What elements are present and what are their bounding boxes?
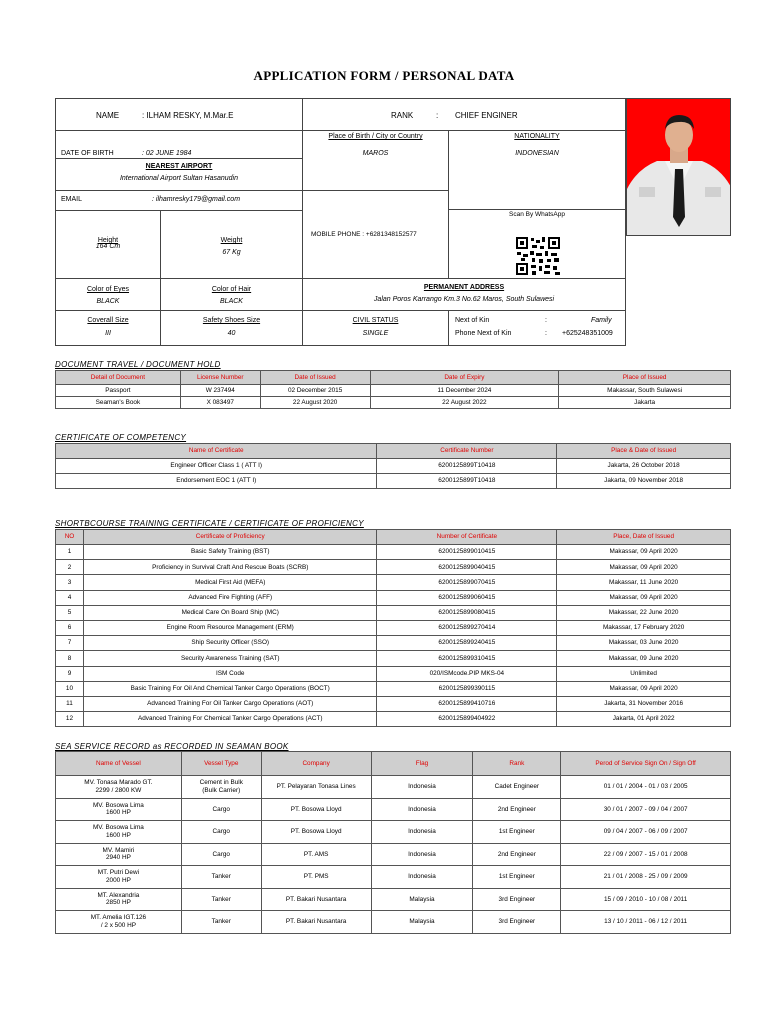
sea-service-cell xyxy=(473,866,561,889)
sea-service-cell xyxy=(473,798,561,821)
sea-service-cell xyxy=(561,866,731,889)
document-cell: Makassar, South Sulawesi xyxy=(559,385,731,397)
sea-service-cell-line: 22 / 09 / 2007 - 15 / 01 / 2008 xyxy=(603,850,688,858)
training-cell: 11 xyxy=(56,696,84,711)
sea-service-cell-line: MV. Tonasa Marado GT. xyxy=(84,779,153,787)
table-row xyxy=(56,636,731,651)
training-cell: ISM Code xyxy=(83,666,377,681)
sea-service-cell xyxy=(261,843,371,866)
hair-label: Color of Hair xyxy=(211,286,252,293)
sea-service-cell xyxy=(181,866,261,889)
table-row xyxy=(56,575,731,590)
shoes-value: 40 xyxy=(227,330,236,337)
sea-service-cell xyxy=(181,798,261,821)
training-cell: Security Awareness Training (SAT) xyxy=(83,651,377,666)
sea-service-cell-line: Indonesia xyxy=(408,828,436,835)
shoes-label: Safety Shoes Size xyxy=(202,317,261,324)
sea-service-cell xyxy=(261,821,371,844)
training-cell: Basic Safety Training (BST) xyxy=(83,545,377,560)
training-cell: 12 xyxy=(56,712,84,727)
sea-service-cell-line: 1st Engineer xyxy=(498,828,535,835)
sea-service-cell xyxy=(561,798,731,821)
training-cell: 6200125899040415 xyxy=(377,560,557,575)
sea-service-cell-line: PT. Pelayaran Tonasa Lines xyxy=(276,783,356,790)
sea-service-cell-line: Tanker xyxy=(211,918,231,925)
training-cell: 6200125899240415 xyxy=(377,636,557,651)
sea-service-cell-line: 2940 HP xyxy=(105,854,131,862)
sea-service-header-1: Vessel Type xyxy=(181,752,261,776)
document-cell: X 083497 xyxy=(180,397,260,409)
email-cell xyxy=(55,190,303,211)
table-row xyxy=(56,696,731,711)
sea-service-cell xyxy=(56,798,182,821)
sea-service-cell-line: 15 / 09 / 2010 - 10 / 08 / 2011 xyxy=(603,895,688,903)
training-cell: 10 xyxy=(56,681,84,696)
weight-label: Weight xyxy=(220,237,243,244)
sea-service-cell-line: Tanker xyxy=(211,895,231,903)
name-value: : ILHAM RESKY, M.Mar.E xyxy=(142,111,234,120)
sea-service-cell xyxy=(561,821,731,844)
sea-service-cell-line: Malaysia xyxy=(409,895,435,903)
sea-service-cell xyxy=(261,888,371,911)
training-cell: 2 xyxy=(56,560,84,575)
table-row xyxy=(56,798,731,821)
document-cell: 02 December 2015 xyxy=(260,385,370,397)
sea-service-cell-line: MV. Mamiri xyxy=(102,846,135,854)
hair-cell xyxy=(160,278,303,311)
training-cell: 6200125899010415 xyxy=(377,545,557,560)
training-cell: Makassar, 09 April 2020 xyxy=(557,681,731,696)
sea-service-cell-line: Cadet Engineer xyxy=(494,783,540,790)
sea-service-cell-line: 2nd Engineer xyxy=(497,805,536,813)
sea-service-cell xyxy=(561,911,731,934)
training-cell: Medical Care On Board Ship (MC) xyxy=(83,605,377,620)
training-cell: 5 xyxy=(56,605,84,620)
address-cell xyxy=(302,278,626,311)
sea-service-cell xyxy=(56,866,182,889)
document-cell: 22 August 2022 xyxy=(370,397,559,409)
height-label: Height xyxy=(97,237,119,244)
coverall-cell xyxy=(55,310,161,346)
sea-service-header-4: Rank xyxy=(473,752,561,776)
sea-service-cell-line: / 2 x 500 HP xyxy=(100,921,136,929)
shoes-cell xyxy=(160,310,303,346)
sea-service-cell-line: 13 / 10 / 2011 - 06 / 12 / 2011 xyxy=(604,918,688,925)
sea-service-cell-line: 30 / 01 / 2007 - 09 / 04 / 2007 xyxy=(603,805,688,813)
table-row xyxy=(56,821,731,844)
sea-service-cell-line: 1st Engineer xyxy=(498,873,535,880)
dob-value: : 02 JUNE 1984 xyxy=(142,150,192,157)
height-cell xyxy=(55,210,161,279)
training-cell: 6200125899060415 xyxy=(377,590,557,605)
training-cell: Proficiency in Survival Craft And Rescue Boats (SCRB) xyxy=(83,560,377,575)
sea-service-cell-line: Cargo xyxy=(212,850,230,858)
training-cell: Makassar, 22 June 2020 xyxy=(557,605,731,620)
sea-service-cell xyxy=(261,776,371,799)
table-row xyxy=(56,459,731,474)
training-header-3: Place, Date of Issued xyxy=(557,530,731,545)
sea-service-header-5: Perod of Service Sign On / Sign Off xyxy=(561,752,731,776)
pob-value: MAROS xyxy=(362,150,389,157)
nationality-label: NATIONALITY xyxy=(514,133,560,140)
competency-cell: 6200125899T10418 xyxy=(377,459,557,474)
document-header-1: License Number xyxy=(180,371,260,385)
sea-service-cell xyxy=(473,843,561,866)
training-table xyxy=(55,529,731,727)
sea-service-cell-line: 3rd Engineer xyxy=(498,895,536,903)
airport-value: International Airport Sultan Hasanudin xyxy=(119,175,239,182)
sea-service-cell-line: Malaysia xyxy=(409,918,435,925)
address-label: PERMANENT ADDRESS xyxy=(423,284,505,291)
document-cell: 11 December 2024 xyxy=(370,385,559,397)
sea-service-cell xyxy=(561,843,731,866)
competency-cell: Endorsement EOC 1 (ATT I) xyxy=(56,474,377,489)
training-cell: 6200125899070415 xyxy=(377,575,557,590)
sea-service-cell xyxy=(181,911,261,934)
rank-colon: : xyxy=(436,111,439,120)
civil-value: SINGLE xyxy=(362,330,389,337)
sea-service-cell-line: 3rd Engineer xyxy=(498,918,536,925)
sea-service-cell-line: 1600 HP xyxy=(105,831,131,839)
training-cell: 6200125899390115 xyxy=(377,681,557,696)
sea-service-cell xyxy=(181,776,261,799)
sea-service-cell xyxy=(181,843,261,866)
name-label: NAME xyxy=(96,111,120,120)
training-cell: Ship Security Officer (SSO) xyxy=(83,636,377,651)
training-header-1: Certificate of Proficiency xyxy=(83,530,377,545)
competency-cell: Engineer Officer Class 1 ( ATT I) xyxy=(56,459,377,474)
sea-service-header-0: Name of Vessel xyxy=(56,752,182,776)
rank-cell xyxy=(302,98,626,131)
profile-photo xyxy=(626,98,731,236)
sea-service-cell-line: 2850 HP xyxy=(105,899,131,907)
sea-service-cell-line: MT. Amelia IGT.126 xyxy=(90,914,147,922)
sea-service-cell xyxy=(371,821,473,844)
training-cell: Medical First Aid (MEFA) xyxy=(83,575,377,590)
training-cell: 6 xyxy=(56,620,84,635)
whatsapp-scan-cell xyxy=(448,209,626,279)
training-cell: Makassar, 09 April 2020 xyxy=(557,545,731,560)
page-title: APPLICATION FORM / PERSONAL DATA xyxy=(253,68,515,83)
sea-service-cell-line: Cargo xyxy=(212,828,230,835)
training-cell: 3 xyxy=(56,575,84,590)
table-row xyxy=(56,620,731,635)
sea-service-cell-line: MV. Bosowa Lima xyxy=(92,801,144,809)
sea-service-header-2: Company xyxy=(261,752,371,776)
sea-service-cell xyxy=(561,776,731,799)
table-row xyxy=(56,776,731,799)
competency-header-1: Certificate Number xyxy=(377,444,557,459)
table-row xyxy=(56,866,731,889)
sea-service-cell-line: 09 / 04 / 2007 - 06 / 09 / 2007 xyxy=(603,828,688,835)
sea-service-cell xyxy=(561,888,731,911)
training-cell: 4 xyxy=(56,590,84,605)
sea-service-cell xyxy=(473,911,561,934)
weight-value: 67 Kg xyxy=(222,249,241,256)
kin-phone-value: +625248351009 xyxy=(562,330,613,337)
dob-airport-cell xyxy=(55,130,303,191)
document-cell: Passport xyxy=(56,385,181,397)
sea-service-cell-line: Indonesia xyxy=(408,805,436,813)
table-row xyxy=(56,545,731,560)
civil-status-cell xyxy=(302,310,449,346)
scan-label: Scan By WhatsApp xyxy=(509,211,565,218)
mobile-cell xyxy=(302,190,449,279)
sea-service-cell-line: Cement in Bulk xyxy=(199,779,243,787)
training-cell: 6200125899404922 xyxy=(377,712,557,727)
competency-cell: Jakarta, 26 October 2018 xyxy=(557,459,731,474)
training-cell: Basic Training For Oil And Chemical Tanker Cargo Operations (BOCT) xyxy=(83,681,377,696)
eyes-cell xyxy=(55,278,161,311)
table-row xyxy=(56,681,731,696)
hair-value: BLACK xyxy=(220,298,243,305)
weight-cell xyxy=(160,210,303,279)
sea-service-cell xyxy=(181,888,261,911)
document-header-3: Date of Expiry xyxy=(370,371,559,385)
kin-phone-label: Phone Next of Kin xyxy=(455,330,512,337)
table-row xyxy=(56,560,731,575)
competency-cell: Jakarta, 09 November 2018 xyxy=(557,474,731,489)
whatsapp-qr-code-icon[interactable] xyxy=(515,236,561,276)
training-cell: Makassar, 03 June 2020 xyxy=(557,636,731,651)
table-row xyxy=(56,474,731,489)
sea-service-cell-line: MV. Bosowa Lima xyxy=(92,824,144,832)
table-row xyxy=(56,843,731,866)
document-header-0: Detail of Document xyxy=(56,371,181,385)
sea-service-cell xyxy=(261,798,371,821)
coverall-value: III xyxy=(105,330,111,337)
sea-service-cell-line: PT. Bosowa Lloyd xyxy=(290,828,342,835)
document-cell: Jakarta xyxy=(559,397,731,409)
training-cell: 6200125899270414 xyxy=(377,620,557,635)
sea-service-cell xyxy=(473,776,561,799)
training-header-2: Number of Certificate xyxy=(377,530,557,545)
address-value: Jalan Poros Karrango Km.3 No.62 Maros, South Sulawesi xyxy=(373,296,555,303)
document-header-4: Place of Issued xyxy=(559,371,731,385)
competency-header-2: Place & Date of Issued xyxy=(557,444,731,459)
training-cell: Jakarta, 01 April 2022 xyxy=(557,712,731,727)
dob-label: DATE OF BIRTH xyxy=(61,150,114,157)
competency-title: CERTIFICATE OF COMPETENCY xyxy=(55,433,187,442)
sea-service-cell xyxy=(56,776,182,799)
table-row xyxy=(56,888,731,911)
sea-service-cell xyxy=(56,843,182,866)
sea-service-cell-line: PT. Bakari Nusantara xyxy=(285,895,347,903)
sea-service-cell xyxy=(371,776,473,799)
pob-cell xyxy=(302,130,449,191)
nationality-cell xyxy=(448,130,626,210)
airport-label: NEAREST AIRPORT xyxy=(145,163,213,170)
document-cell: Seaman's Book xyxy=(56,397,181,409)
training-cell: 1 xyxy=(56,545,84,560)
sea-service-cell xyxy=(56,911,182,934)
competency-header-0: Name of Certificate xyxy=(56,444,377,459)
sea-service-title: SEA SERVICE RECORD as RECORDED IN SEAMAN BOOK xyxy=(55,742,289,751)
sea-service-cell-line: (Bulk Carrier) xyxy=(202,786,241,794)
kin-value: Family xyxy=(591,317,612,324)
rank-value: CHIEF ENGINER xyxy=(455,111,518,120)
sea-service-cell-line: PT. PMS xyxy=(303,873,329,880)
sea-service-cell-line: PT. AMS xyxy=(303,850,329,858)
training-cell: Advanced Training For Chemical Tanker Cargo Operations (ACT) xyxy=(83,712,377,727)
table-row xyxy=(56,397,731,409)
competency-table xyxy=(55,443,731,489)
training-cell: Makassar, 09 June 2020 xyxy=(557,651,731,666)
sea-service-cell xyxy=(181,821,261,844)
sea-service-cell-line: 1600 HP xyxy=(105,809,131,817)
kin-phone-colon: : xyxy=(545,330,547,337)
email-label: EMAIL xyxy=(61,196,83,203)
training-cell: Makassar, 17 February 2020 xyxy=(557,620,731,635)
sea-service-cell-line: 2nd Engineer xyxy=(497,850,536,858)
training-header-0: NO xyxy=(56,530,84,545)
training-cell: 6200125899310415 xyxy=(377,651,557,666)
training-cell: Advanced Training For Oil Tanker Cargo Operations (AOT) xyxy=(83,696,377,711)
sea-service-cell-line: PT. Bakari Nusantara xyxy=(285,918,347,925)
competency-cell: 6200125899T10418 xyxy=(377,474,557,489)
table-row xyxy=(56,911,731,934)
training-cell: 020/ISMcode.PIP MKS-04 xyxy=(377,666,557,681)
table-row xyxy=(56,605,731,620)
document-cell: 22 August 2020 xyxy=(260,397,370,409)
training-cell: Jakarta, 31 November 2016 xyxy=(557,696,731,711)
documents-table xyxy=(55,370,731,409)
coverall-label: Coverall Size xyxy=(87,317,129,324)
documents-title: DOCUMENT TRAVEL / DOCUMENT HOLD xyxy=(55,360,221,369)
email-value: : ilhamresky179@gmail.com xyxy=(152,196,241,203)
sea-service-cell-line: MT. Alexandria xyxy=(97,891,140,899)
sea-service-cell-line: Indonesia xyxy=(408,783,436,790)
profile-photo-icon xyxy=(627,99,731,236)
sea-service-cell-line: Tanker xyxy=(211,873,231,880)
sea-service-cell xyxy=(371,888,473,911)
next-of-kin-cell xyxy=(448,310,626,346)
sea-service-cell xyxy=(56,821,182,844)
sea-service-cell-line: 21 / 01 / 2008 - 25 / 09 / 2009 xyxy=(603,873,688,880)
sea-service-cell-line: Indonesia xyxy=(408,850,436,858)
sea-service-cell xyxy=(371,866,473,889)
personal-data-block xyxy=(55,98,625,346)
training-cell: Makassar, 09 April 2020 xyxy=(557,560,731,575)
height-value: 164 Cm xyxy=(95,243,121,250)
sea-service-cell xyxy=(371,843,473,866)
eyes-label: Color of Eyes xyxy=(86,286,130,293)
sea-service-cell xyxy=(371,798,473,821)
training-cell: 7 xyxy=(56,636,84,651)
training-cell: Unlimited xyxy=(557,666,731,681)
sea-service-cell-line: Cargo xyxy=(212,805,230,813)
civil-label: CIVIL STATUS xyxy=(352,317,399,324)
sea-service-header-3: Flag xyxy=(371,752,473,776)
table-row xyxy=(56,590,731,605)
mobile-phone: MOBILE PHONE : +6281348152577 xyxy=(311,231,417,238)
sea-service-cell xyxy=(473,821,561,844)
training-cell: Makassar, 09 April 2020 xyxy=(557,590,731,605)
pob-label: Place of Birth / City or Country xyxy=(328,133,423,140)
sea-service-cell xyxy=(261,866,371,889)
sea-service-cell xyxy=(473,888,561,911)
sea-service-cell xyxy=(56,888,182,911)
sea-service-cell xyxy=(371,911,473,934)
training-cell: Makassar, 11 June 2020 xyxy=(557,575,731,590)
sea-service-cell-line: Indonesia xyxy=(408,873,436,880)
training-cell: Advanced Fire Fighting (AFF) xyxy=(83,590,377,605)
table-row xyxy=(56,712,731,727)
training-title: SHORTBCOURSE TRAINING CERTIFICATE / CERTIFICATE OF PROFICIENCY xyxy=(55,519,364,528)
sea-service-cell-line: 2000 HP xyxy=(105,876,131,884)
training-cell: Engine Room Resource Management (ERM) xyxy=(83,620,377,635)
training-cell: 6200125899080415 xyxy=(377,605,557,620)
table-row xyxy=(56,651,731,666)
document-header-2: Date of Issued xyxy=(260,371,370,385)
sea-service-cell xyxy=(261,911,371,934)
rank-label: RANK xyxy=(391,111,414,120)
kin-label: Next of Kin xyxy=(455,317,490,324)
sea-service-cell-line: MT. Putri Dewi xyxy=(97,869,139,877)
kin-colon: : xyxy=(545,317,547,324)
name-cell xyxy=(55,98,303,131)
table-row xyxy=(56,385,731,397)
training-cell: 8 xyxy=(56,651,84,666)
nationality-value: INDONESIAN xyxy=(515,150,559,157)
training-cell: 6200125899410716 xyxy=(377,696,557,711)
table-row xyxy=(56,666,731,681)
sea-service-table xyxy=(55,751,731,934)
sea-service-cell-line: 01 / 01 / 2004 - 01 / 03 / 2005 xyxy=(603,783,688,790)
document-cell: W 237494 xyxy=(180,385,260,397)
eyes-value: BLACK xyxy=(96,298,120,305)
sea-service-cell-line: PT. Bosowa Lloyd xyxy=(290,805,342,813)
sea-service-cell-line: 2299 / 2800 KW xyxy=(95,786,142,794)
training-cell: 9 xyxy=(56,666,84,681)
